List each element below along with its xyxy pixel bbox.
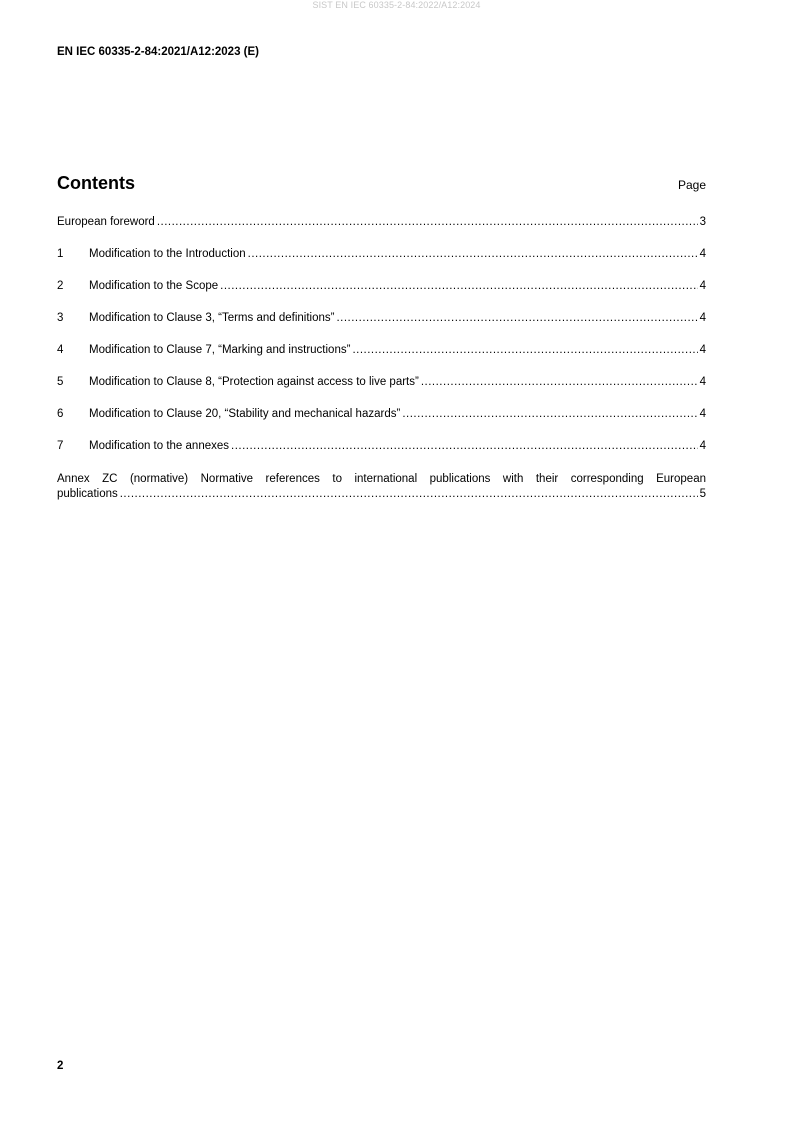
toc-entry-page: 4 <box>699 376 706 388</box>
toc-entry-page: 4 <box>699 248 706 260</box>
toc-entry-7[interactable] <box>57 440 706 456</box>
toc-entry-number: 4 <box>57 344 64 356</box>
toc-entry-2[interactable] <box>57 280 706 296</box>
toc-leader-dots <box>402 408 697 420</box>
watermark: SIST EN IEC 60335-2-84:2022/A12:2024 <box>312 0 481 10</box>
toc-entry-3[interactable] <box>57 312 706 328</box>
toc-entry-page: 4 <box>699 312 706 324</box>
toc-leader-dots <box>336 312 697 324</box>
toc-entry-page: 3 <box>699 216 706 228</box>
toc-annex-title-line1: Annex ZC (normative) Normative references to international publications with their corresponding European <box>57 473 706 485</box>
page-column-label: Page <box>677 178 706 192</box>
toc-entry-5[interactable] <box>57 376 706 392</box>
toc-entry-number: 2 <box>57 280 64 292</box>
toc-leader-dots <box>231 440 698 452</box>
toc-entry-title: Modification to Clause 8, “Protection against access to live parts” <box>89 376 419 388</box>
page-number: 2 <box>57 1060 64 1072</box>
toc-entry-number: 5 <box>57 376 64 388</box>
toc-entry-6[interactable] <box>57 408 706 424</box>
toc-entry-number: 7 <box>57 440 64 452</box>
toc-entry-title: Modification to Clause 20, “Stability and mechanical hazards” <box>89 408 401 420</box>
toc-entry-number: 1 <box>57 248 64 260</box>
toc-entry-page: 4 <box>699 440 706 452</box>
toc-leader-dots <box>120 487 698 502</box>
toc-leader-dots <box>248 248 698 260</box>
toc-entry-title: Modification to the Introduction <box>89 248 246 260</box>
toc-entry-foreword[interactable] <box>57 216 706 232</box>
toc-leader-dots <box>157 216 698 228</box>
toc-entry-1[interactable] <box>57 248 706 264</box>
toc-entry-page: 4 <box>699 408 706 420</box>
document-id-header: EN IEC 60335-2-84:2021/A12:2023 (E) <box>57 46 260 58</box>
toc-entry-annex-zc[interactable] <box>57 472 706 502</box>
toc-annex-title-line2: publications <box>57 488 118 500</box>
toc-entry-title: Modification to the annexes <box>89 440 230 452</box>
toc-entry-number: 3 <box>57 312 64 324</box>
toc-leader-dots <box>352 344 697 356</box>
toc-entry-title: European foreword <box>57 216 155 228</box>
toc-entry-page: 5 <box>699 488 706 500</box>
toc-leader-dots <box>220 280 697 292</box>
toc-entry-page: 4 <box>699 280 706 292</box>
toc-entry-title: Modification to Clause 7, “Marking and instructions” <box>89 344 351 356</box>
toc-entry-4[interactable] <box>57 344 706 360</box>
contents-title: Contents <box>57 173 135 193</box>
table-of-contents <box>57 216 706 502</box>
toc-entry-title: Modification to Clause 3, “Terms and definitions” <box>89 312 335 324</box>
toc-entry-number: 6 <box>57 408 64 420</box>
toc-entry-page: 4 <box>699 344 706 356</box>
toc-leader-dots <box>421 376 698 388</box>
toc-entry-title: Modification to the Scope <box>89 280 219 292</box>
